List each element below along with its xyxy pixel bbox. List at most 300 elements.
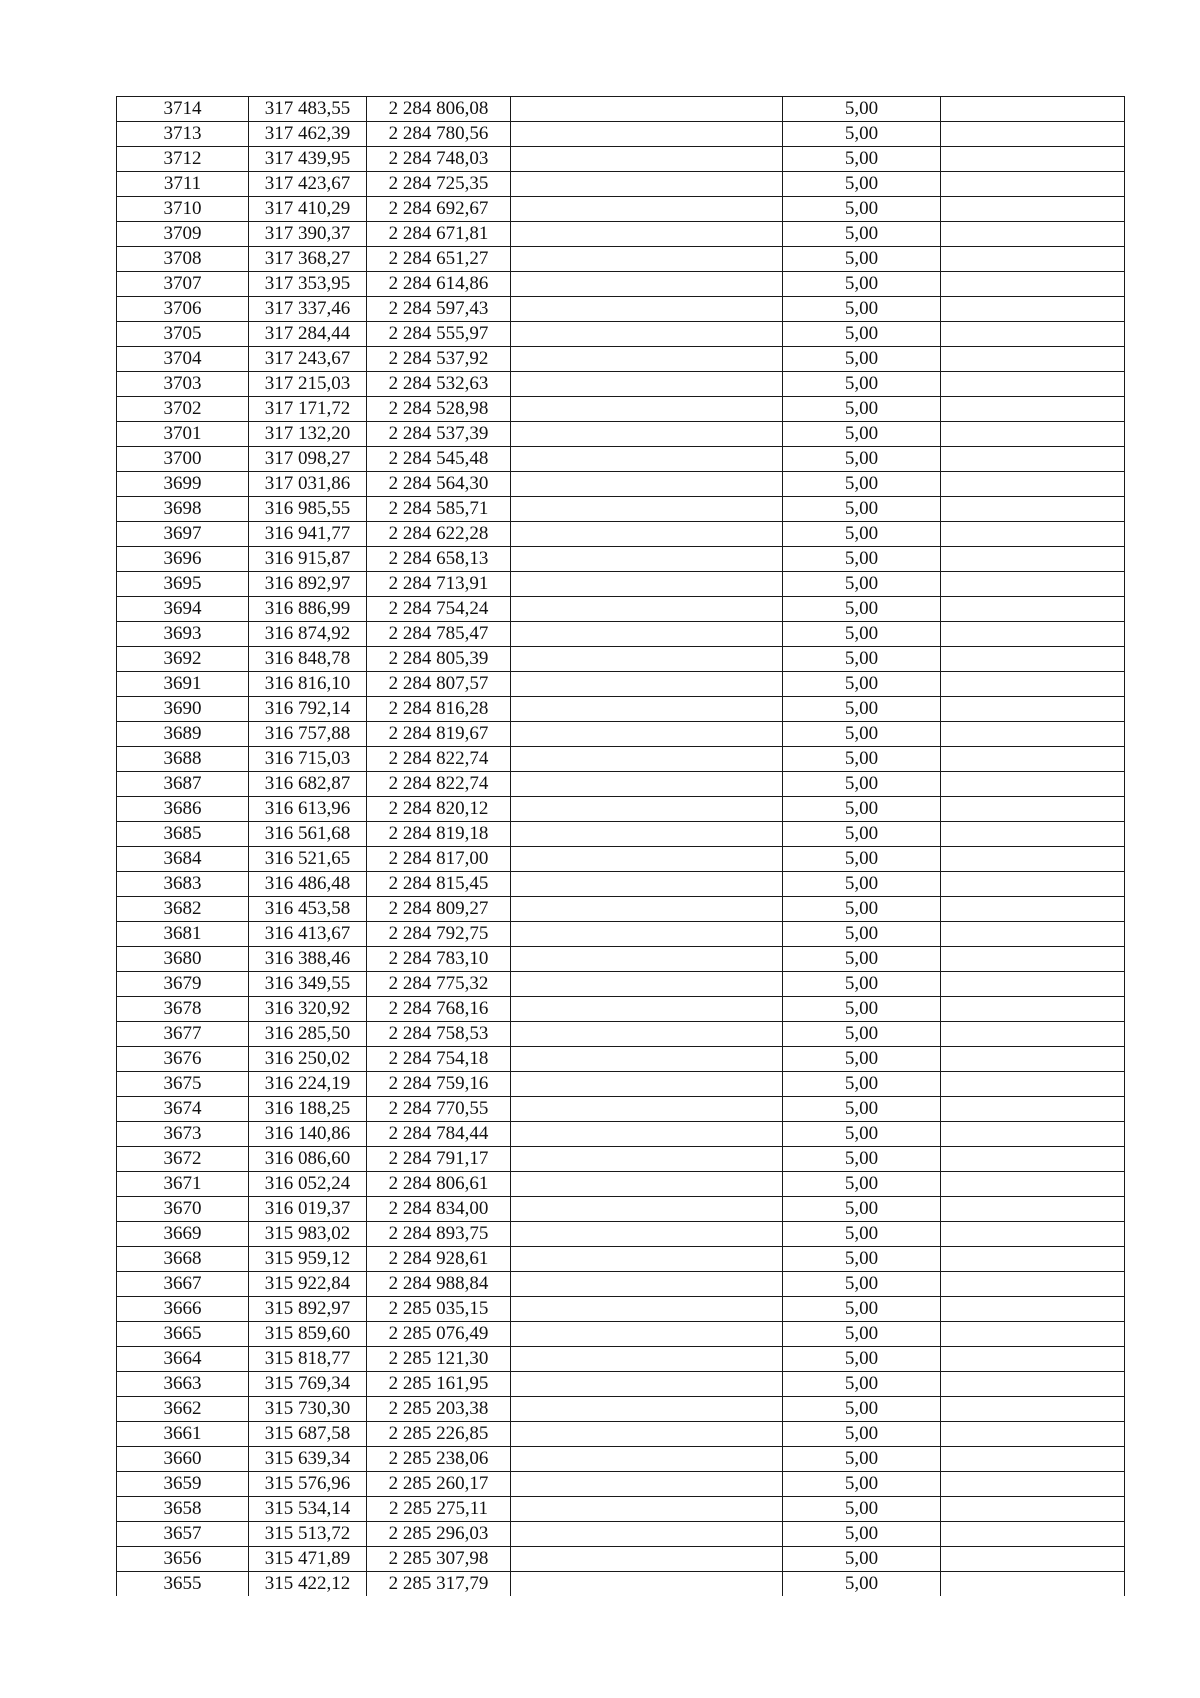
cell-x: 316 413,67 [249,922,367,947]
cell-y: 2 284 614,86 [367,272,511,297]
cell-blank_a [511,422,783,447]
coordinates-table [116,96,1125,1596]
cell-blank_b [941,322,1125,347]
cell-blank_a [511,697,783,722]
cell-blank_a [511,997,783,1022]
cell-y: 2 285 226,85 [367,1422,511,1447]
cell-x: 316 052,24 [249,1172,367,1197]
cell-x: 315 922,84 [249,1272,367,1297]
cell-x: 317 439,95 [249,147,367,172]
cell-x: 317 243,67 [249,347,367,372]
cell-blank_a [511,747,783,772]
cell-point: 3702 [117,397,249,422]
cell-x: 315 959,12 [249,1247,367,1272]
cell-value: 5,00 [783,497,941,522]
cell-blank_b [941,1197,1125,1222]
cell-x: 316 250,02 [249,1047,367,1072]
cell-x: 316 224,19 [249,1072,367,1097]
table-row [117,1397,1125,1422]
cell-blank_a [511,1572,783,1597]
cell-blank_a [511,1197,783,1222]
cell-blank_a [511,1497,783,1522]
cell-x: 317 337,46 [249,297,367,322]
cell-x: 316 816,10 [249,672,367,697]
cell-blank_a [511,1472,783,1497]
cell-point: 3671 [117,1172,249,1197]
cell-point: 3698 [117,497,249,522]
cell-point: 3707 [117,272,249,297]
cell-point: 3680 [117,947,249,972]
cell-point: 3683 [117,872,249,897]
cell-value: 5,00 [783,1047,941,1072]
cell-x: 316 792,14 [249,697,367,722]
cell-point: 3663 [117,1372,249,1397]
cell-point: 3661 [117,1422,249,1447]
cell-x: 316 285,50 [249,1022,367,1047]
cell-y: 2 284 806,08 [367,97,511,122]
cell-blank_a [511,372,783,397]
cell-blank_b [941,472,1125,497]
cell-y: 2 284 754,24 [367,597,511,622]
cell-point: 3662 [117,1397,249,1422]
cell-value: 5,00 [783,1172,941,1197]
cell-blank_a [511,322,783,347]
table-row [117,547,1125,572]
cell-y: 2 284 893,75 [367,1222,511,1247]
cell-x: 316 019,37 [249,1197,367,1222]
cell-blank_a [511,1522,783,1547]
cell-value: 5,00 [783,1372,941,1397]
cell-y: 2 284 537,92 [367,347,511,372]
cell-x: 316 486,48 [249,872,367,897]
cell-point: 3669 [117,1222,249,1247]
cell-y: 2 284 537,39 [367,422,511,447]
cell-blank_a [511,1072,783,1097]
cell-blank_b [941,1047,1125,1072]
cell-point: 3687 [117,772,249,797]
cell-value: 5,00 [783,1422,941,1447]
cell-blank_b [941,397,1125,422]
cell-point: 3684 [117,847,249,872]
cell-x: 316 453,58 [249,897,367,922]
cell-x: 315 730,30 [249,1397,367,1422]
cell-blank_a [511,1147,783,1172]
table-row [117,622,1125,647]
cell-y: 2 284 658,13 [367,547,511,572]
table-row [117,322,1125,347]
cell-blank_b [941,1347,1125,1372]
table-row [117,672,1125,697]
cell-value: 5,00 [783,172,941,197]
cell-blank_b [941,972,1125,997]
cell-blank_a [511,572,783,597]
cell-blank_b [941,1472,1125,1497]
cell-value: 5,00 [783,597,941,622]
table-row [117,1347,1125,1372]
cell-x: 316 613,96 [249,797,367,822]
cell-blank_b [941,1097,1125,1122]
cell-blank_b [941,1372,1125,1397]
cell-blank_b [941,172,1125,197]
cell-y: 2 284 834,00 [367,1197,511,1222]
table-row [117,822,1125,847]
cell-y: 2 284 759,16 [367,1072,511,1097]
cell-point: 3677 [117,1022,249,1047]
cell-blank_a [511,922,783,947]
cell-x: 317 410,29 [249,197,367,222]
table-row [117,522,1125,547]
cell-blank_a [511,1447,783,1472]
cell-value: 5,00 [783,122,941,147]
cell-blank_a [511,172,783,197]
cell-y: 2 284 651,27 [367,247,511,272]
cell-blank_b [941,1497,1125,1522]
cell-value: 5,00 [783,372,941,397]
cell-point: 3672 [117,1147,249,1172]
cell-point: 3693 [117,622,249,647]
table-row [117,422,1125,447]
cell-x: 316 892,97 [249,572,367,597]
cell-point: 3656 [117,1547,249,1572]
cell-blank_a [511,447,783,472]
cell-value: 5,00 [783,1497,941,1522]
cell-value: 5,00 [783,1222,941,1247]
cell-blank_b [941,797,1125,822]
cell-blank_a [511,647,783,672]
cell-blank_a [511,347,783,372]
table-row [117,897,1125,922]
cell-value: 5,00 [783,1022,941,1047]
cell-blank_a [511,972,783,997]
cell-value: 5,00 [783,422,941,447]
cell-blank_a [511,1272,783,1297]
cell-y: 2 284 564,30 [367,472,511,497]
cell-x: 316 140,86 [249,1122,367,1147]
cell-point: 3678 [117,997,249,1022]
table-row [117,1522,1125,1547]
cell-value: 5,00 [783,197,941,222]
cell-point: 3701 [117,422,249,447]
cell-y: 2 284 597,43 [367,297,511,322]
cell-value: 5,00 [783,897,941,922]
cell-value: 5,00 [783,772,941,797]
table-row [117,747,1125,772]
cell-blank_b [941,1172,1125,1197]
cell-blank_b [941,197,1125,222]
table-row [117,1072,1125,1097]
cell-value: 5,00 [783,347,941,372]
cell-blank_b [941,1422,1125,1447]
cell-blank_b [941,1522,1125,1547]
cell-x: 317 098,27 [249,447,367,472]
cell-y: 2 284 820,12 [367,797,511,822]
cell-point: 3696 [117,547,249,572]
cell-value: 5,00 [783,647,941,672]
table-row [117,222,1125,247]
cell-blank_b [941,247,1125,272]
cell-y: 2 284 545,48 [367,447,511,472]
cell-point: 3694 [117,597,249,622]
cell-value: 5,00 [783,822,941,847]
cell-blank_b [941,447,1125,472]
cell-point: 3714 [117,97,249,122]
table-row [117,1172,1125,1197]
cell-y: 2 285 161,95 [367,1372,511,1397]
cell-value: 5,00 [783,322,941,347]
cell-blank_a [511,597,783,622]
table-row [117,797,1125,822]
cell-y: 2 284 807,57 [367,672,511,697]
cell-x: 316 188,25 [249,1097,367,1122]
cell-point: 3709 [117,222,249,247]
cell-blank_a [511,872,783,897]
cell-y: 2 284 805,39 [367,647,511,672]
cell-blank_b [941,272,1125,297]
cell-x: 316 985,55 [249,497,367,522]
table-row [117,1547,1125,1572]
cell-point: 3708 [117,247,249,272]
cell-value: 5,00 [783,847,941,872]
cell-y: 2 284 725,35 [367,172,511,197]
cell-point: 3711 [117,172,249,197]
cell-point: 3689 [117,722,249,747]
cell-point: 3679 [117,972,249,997]
cell-point: 3697 [117,522,249,547]
cell-x: 316 874,92 [249,622,367,647]
cell-value: 5,00 [783,1397,941,1422]
cell-point: 3688 [117,747,249,772]
cell-y: 2 284 713,91 [367,572,511,597]
cell-value: 5,00 [783,97,941,122]
cell-point: 3692 [117,647,249,672]
cell-value: 5,00 [783,1122,941,1147]
table-row [117,722,1125,747]
cell-y: 2 284 988,84 [367,1272,511,1297]
table-row [117,1322,1125,1347]
cell-y: 2 284 784,44 [367,1122,511,1147]
table-row [117,1247,1125,1272]
cell-blank_b [941,122,1125,147]
cell-value: 5,00 [783,747,941,772]
cell-blank_a [511,397,783,422]
table-row [117,1122,1125,1147]
cell-blank_b [941,297,1125,322]
table-row [117,1372,1125,1397]
cell-value: 5,00 [783,147,941,172]
cell-blank_b [941,372,1125,397]
cell-y: 2 284 528,98 [367,397,511,422]
cell-blank_a [511,547,783,572]
cell-point: 3690 [117,697,249,722]
table-row [117,1197,1125,1222]
cell-blank_b [941,897,1125,922]
cell-value: 5,00 [783,722,941,747]
cell-blank_b [941,647,1125,672]
cell-x: 315 892,97 [249,1297,367,1322]
cell-y: 2 284 785,47 [367,622,511,647]
cell-blank_a [511,947,783,972]
cell-blank_a [511,772,783,797]
cell-point: 3673 [117,1122,249,1147]
table-row [117,297,1125,322]
cell-y: 2 284 819,18 [367,822,511,847]
table-row [117,247,1125,272]
cell-blank_a [511,522,783,547]
cell-blank_b [941,597,1125,622]
cell-point: 3676 [117,1047,249,1072]
cell-blank_a [511,472,783,497]
cell-value: 5,00 [783,922,941,947]
cell-blank_b [941,1297,1125,1322]
cell-value: 5,00 [783,1522,941,1547]
cell-blank_a [511,1422,783,1447]
cell-value: 5,00 [783,297,941,322]
cell-blank_b [941,422,1125,447]
table-row [117,272,1125,297]
cell-blank_a [511,622,783,647]
cell-x: 315 422,12 [249,1572,367,1597]
cell-blank_b [941,572,1125,597]
cell-point: 3668 [117,1247,249,1272]
cell-blank_b [941,847,1125,872]
coordinates-table-body [117,97,1125,1597]
cell-blank_a [511,1322,783,1347]
cell-x: 315 576,96 [249,1472,367,1497]
cell-blank_a [511,897,783,922]
table-row [117,847,1125,872]
table-row [117,497,1125,522]
table-row [117,647,1125,672]
cell-value: 5,00 [783,222,941,247]
cell-point: 3660 [117,1447,249,1472]
table-row [117,1422,1125,1447]
cell-value: 5,00 [783,1472,941,1497]
cell-blank_a [511,1547,783,1572]
table-row [117,372,1125,397]
cell-point: 3659 [117,1472,249,1497]
cell-x: 317 284,44 [249,322,367,347]
cell-value: 5,00 [783,1322,941,1347]
cell-x: 316 521,65 [249,847,367,872]
cell-value: 5,00 [783,1147,941,1172]
cell-blank_a [511,247,783,272]
table-row [117,1472,1125,1497]
cell-y: 2 284 819,67 [367,722,511,747]
table-row [117,1447,1125,1472]
cell-y: 2 284 555,97 [367,322,511,347]
cell-blank_a [511,122,783,147]
cell-y: 2 285 076,49 [367,1322,511,1347]
cell-blank_a [511,272,783,297]
cell-x: 316 915,87 [249,547,367,572]
cell-blank_b [941,772,1125,797]
cell-x: 316 561,68 [249,822,367,847]
cell-blank_b [941,1247,1125,1272]
cell-x: 317 423,67 [249,172,367,197]
cell-value: 5,00 [783,447,941,472]
cell-x: 315 534,14 [249,1497,367,1522]
cell-y: 2 284 792,75 [367,922,511,947]
cell-blank_b [941,697,1125,722]
cell-blank_b [941,1547,1125,1572]
cell-x: 317 215,03 [249,372,367,397]
cell-y: 2 284 806,61 [367,1172,511,1197]
table-row [117,347,1125,372]
cell-x: 315 818,77 [249,1347,367,1372]
cell-y: 2 285 260,17 [367,1472,511,1497]
cell-point: 3712 [117,147,249,172]
cell-blank_b [941,672,1125,697]
table-row [117,97,1125,122]
cell-y: 2 284 671,81 [367,222,511,247]
cell-point: 3667 [117,1272,249,1297]
cell-value: 5,00 [783,1197,941,1222]
cell-y: 2 285 317,79 [367,1572,511,1597]
cell-point: 3706 [117,297,249,322]
cell-point: 3674 [117,1097,249,1122]
cell-value: 5,00 [783,997,941,1022]
table-row [117,997,1125,1022]
table-row [117,472,1125,497]
cell-blank_b [941,547,1125,572]
cell-y: 2 284 585,71 [367,497,511,522]
cell-blank_b [941,522,1125,547]
cell-point: 3713 [117,122,249,147]
table-row [117,1572,1125,1597]
cell-point: 3655 [117,1572,249,1597]
cell-y: 2 285 296,03 [367,1522,511,1547]
cell-y: 2 285 307,98 [367,1547,511,1572]
cell-y: 2 285 275,11 [367,1497,511,1522]
cell-blank_b [941,922,1125,947]
cell-point: 3685 [117,822,249,847]
cell-x: 315 859,60 [249,1322,367,1347]
cell-blank_a [511,147,783,172]
cell-x: 317 390,37 [249,222,367,247]
table-row [117,147,1125,172]
cell-x: 315 769,34 [249,1372,367,1397]
table-row [117,1097,1125,1122]
cell-value: 5,00 [783,397,941,422]
table-row [117,397,1125,422]
cell-blank_b [941,722,1125,747]
cell-blank_b [941,1572,1125,1597]
cell-y: 2 284 822,74 [367,747,511,772]
cell-point: 3682 [117,897,249,922]
cell-blank_a [511,222,783,247]
cell-blank_a [511,1047,783,1072]
cell-point: 3700 [117,447,249,472]
cell-point: 3664 [117,1347,249,1372]
cell-blank_a [511,197,783,222]
cell-x: 317 132,20 [249,422,367,447]
table-row [117,197,1125,222]
cell-point: 3658 [117,1497,249,1522]
cell-blank_b [941,997,1125,1022]
cell-blank_b [941,947,1125,972]
cell-blank_b [941,147,1125,172]
cell-blank_a [511,1222,783,1247]
cell-y: 2 284 532,63 [367,372,511,397]
cell-blank_b [941,97,1125,122]
cell-value: 5,00 [783,1447,941,1472]
cell-blank_a [511,1372,783,1397]
cell-y: 2 284 817,00 [367,847,511,872]
cell-blank_a [511,672,783,697]
cell-blank_b [941,1072,1125,1097]
cell-x: 317 462,39 [249,122,367,147]
cell-value: 5,00 [783,1272,941,1297]
